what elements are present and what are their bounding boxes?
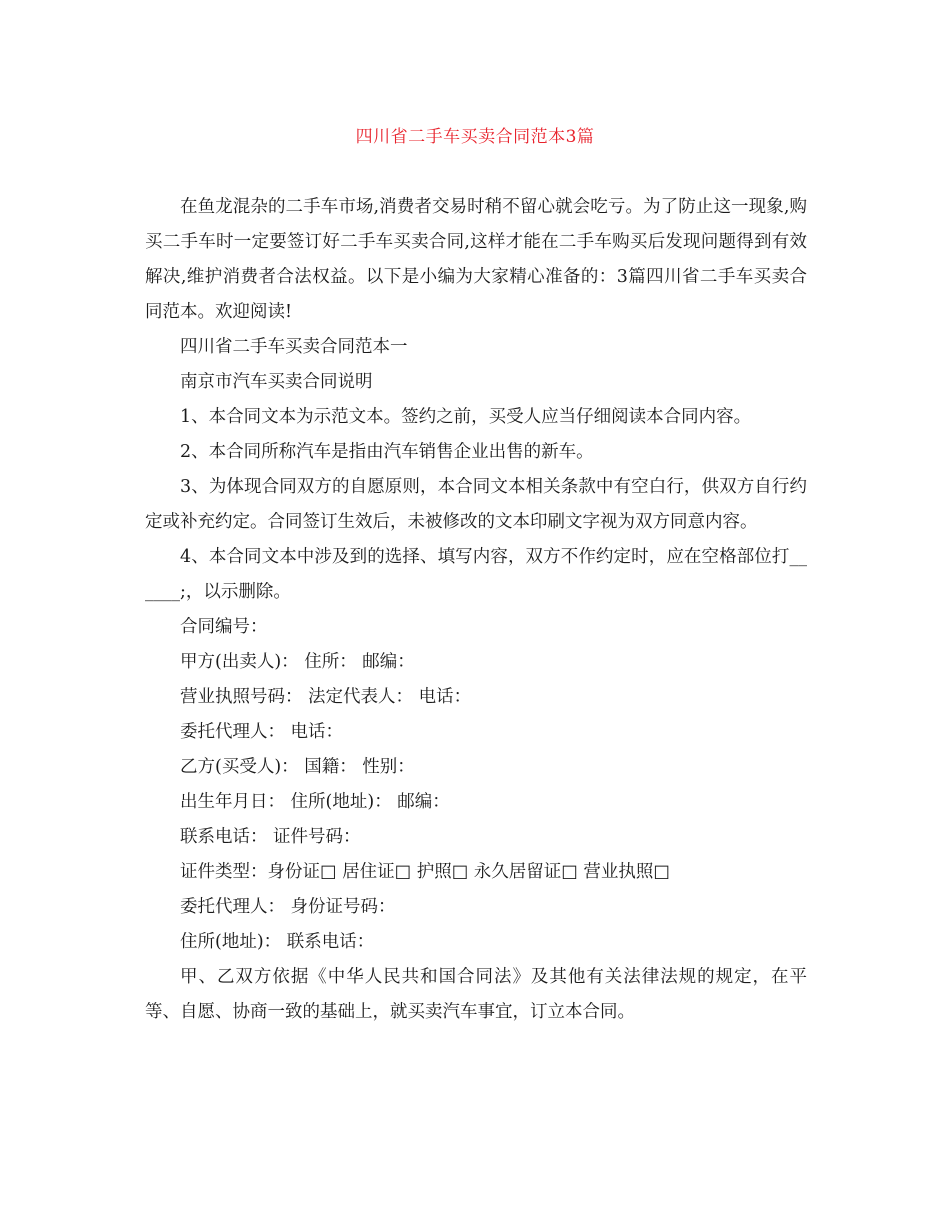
- party-b-fields: 乙方(买受人)： 国籍： 性别：: [180, 757, 415, 777]
- contract-number-field: 合同编号：: [180, 617, 268, 637]
- instruction-item-1: 1、本合同文本为示范文本。签约之前，买受人应当仔细阅读本合同内容。: [180, 407, 752, 427]
- intro-paragraph: 在鱼龙混杂的二手车市场,消费者交易时稍不留心就会吃亏。为了防止这一现象,购买二手车时一定要签订好二手车买卖合同,这样才能在二手车购买后发现问题得到有效解决,维护消费者合法权益。以下是小编为大家精心准备的：3篇四川省二手车买卖合同范本。欢迎阅读!: [145, 197, 807, 322]
- contact-id-fields: 联系电话： 证件号码：: [180, 827, 361, 847]
- id-type-fields: 证件类型：身份证□ 居住证□ 护照□ 永久居留证□ 营业执照□: [180, 862, 670, 882]
- instruction-item-4: 4、本合同文本中涉及到的选择、填写内容，双方不作约定时，应在空格部位打______;，以示删除。: [145, 547, 807, 602]
- instruction-item-2: 2、本合同所称汽车是指由汽车销售企业出售的新车。: [180, 442, 594, 462]
- document-body: [145, 190, 807, 1030]
- contract-instructions-heading: 南京市汽车买卖合同说明: [180, 372, 373, 392]
- document-title: 四川省二手车买卖合同范本3篇: [355, 127, 595, 147]
- instruction-item-3: 3、为体现合同双方的自愿原则，本合同文本相关条款中有空白行，供双方自行约定或补充约定。合同签订生效后，未被修改的文本印刷文字视为双方同意内容。: [145, 477, 807, 532]
- section-heading-contract-one: 四川省二手车买卖合同范本一: [180, 337, 408, 357]
- party-b-agent-fields: 委托代理人： 身份证号码：: [180, 897, 396, 917]
- party-a-fields: 甲方(出卖人)： 住所： 邮编：: [180, 652, 415, 672]
- party-a-agent-fields: 委托代理人： 电话：: [180, 722, 344, 742]
- contract-preamble: 甲、乙双方依据《中华人民共和国合同法》及其他有关法律法规的规定，在平等、自愿、协商一致的基础上，就买卖汽车事宜，订立本合同。: [145, 967, 807, 1022]
- party-b-address-fields: 住所(地址)： 联系电话：: [180, 932, 375, 952]
- birth-address-fields: 出生年月日： 住所(地址)： 邮编：: [180, 792, 450, 812]
- business-license-fields: 营业执照号码： 法定代表人： 电话：: [180, 687, 472, 707]
